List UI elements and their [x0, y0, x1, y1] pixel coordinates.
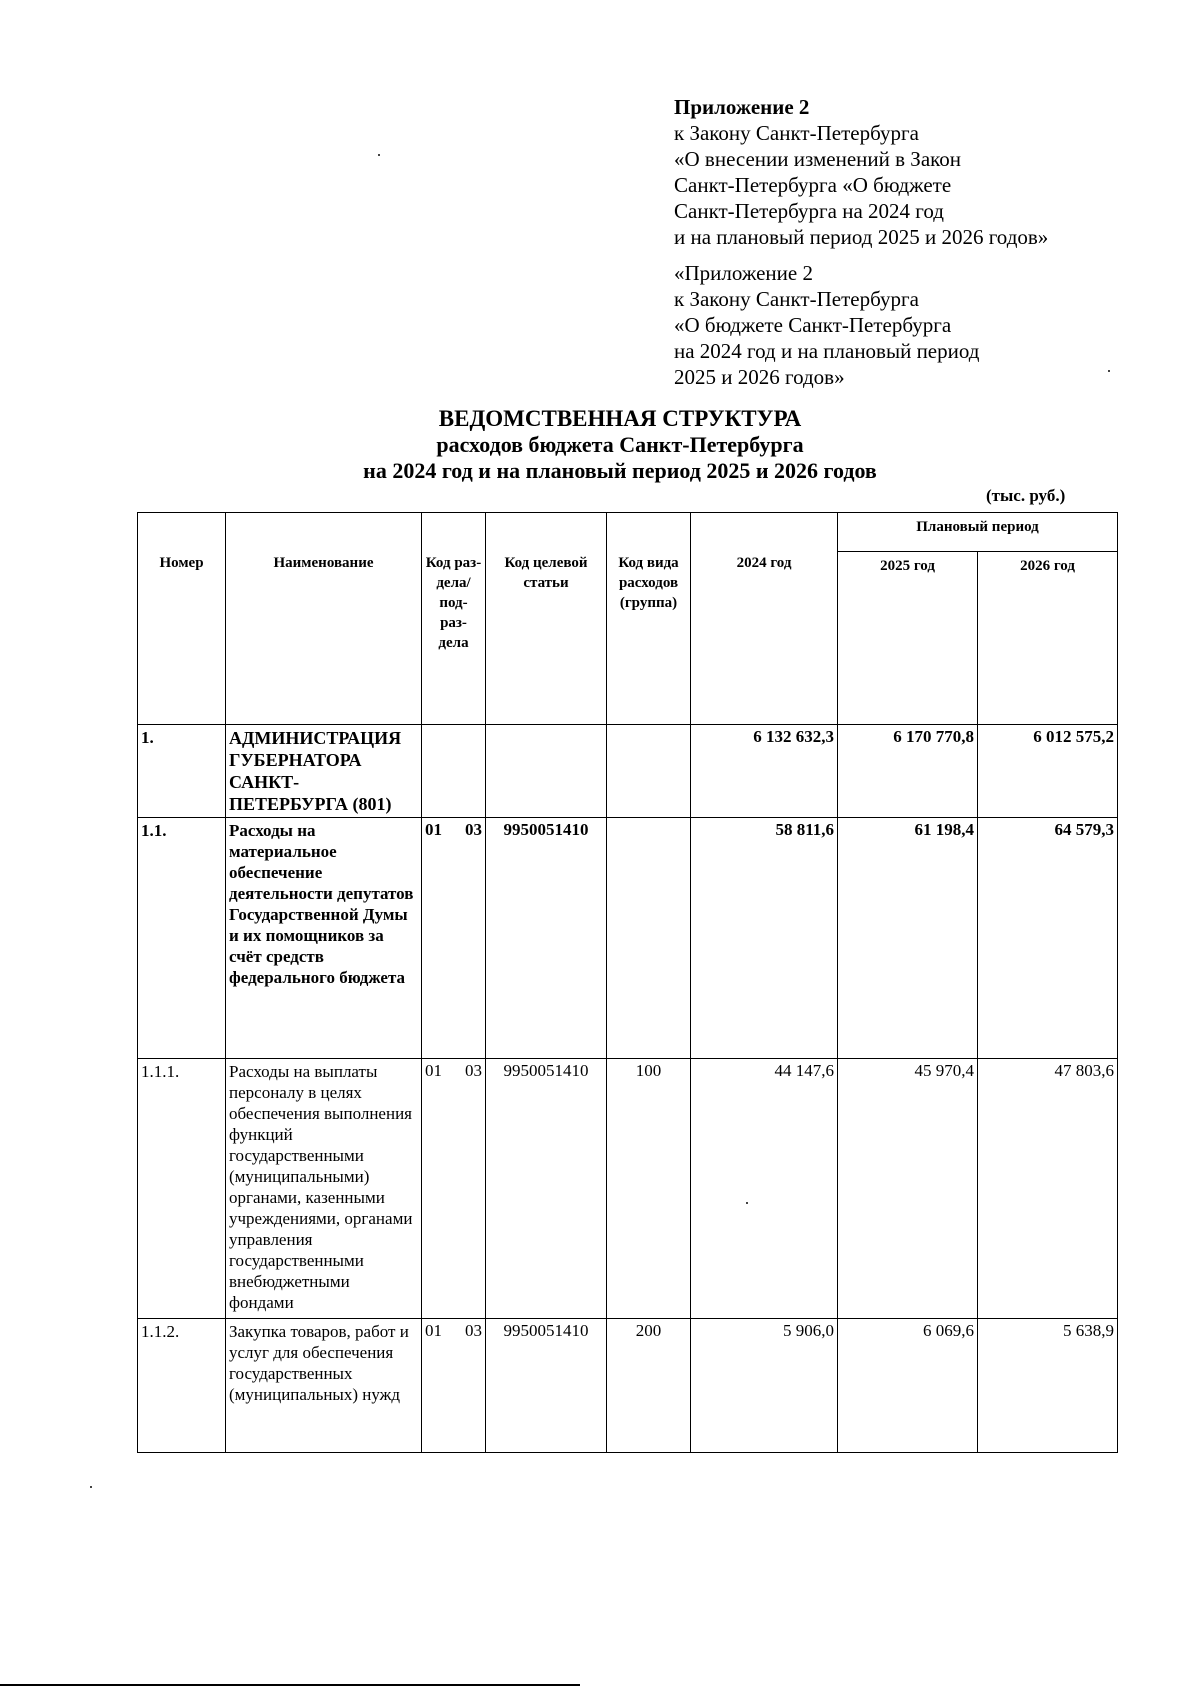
appendix-line: «О внесении изменений в Закон	[674, 147, 962, 171]
row-target: 9950051410	[486, 1319, 607, 1453]
header-2025: 2025 год	[838, 552, 978, 725]
row-section	[422, 725, 486, 818]
row-2025: 45 970,4	[838, 1059, 978, 1319]
row-number: 1.1.	[138, 818, 226, 1059]
document-title	[0, 406, 1200, 484]
appendix-original-block	[674, 260, 1134, 390]
appendix-line: «Приложение 2	[674, 261, 813, 285]
row-2024: 58 811,6	[691, 818, 838, 1059]
row-2024: 6 132 632,3	[691, 725, 838, 818]
row-subsection: 03	[465, 1321, 482, 1340]
row-name: Расходы на материальное обеспечение деятельности депутатов Государственной Думы и их помощников за счёт средств федерального бюджета	[226, 818, 422, 1059]
row-section: 01	[425, 820, 442, 839]
row-2026: 47 803,6	[978, 1059, 1118, 1319]
row-2026: 64 579,3	[978, 818, 1118, 1059]
table-header-row	[138, 513, 1118, 552]
row-number: 1.1.1.	[138, 1059, 226, 1319]
appendix-line: и на плановый период 2025 и 2026 годов»	[674, 225, 1049, 249]
header-expense-type: Код вида расходов (группа)	[607, 513, 691, 725]
row-name: Закупка товаров, работ и услуг для обеспечения государственных (муниципальных) нужд	[226, 1319, 422, 1453]
row-target	[486, 725, 607, 818]
appendix-line: на 2024 год и на плановый период	[674, 339, 980, 363]
row-section-code	[422, 1059, 486, 1319]
document-subtitle-line: на 2024 год и на плановый период 2025 и 2026 годов	[363, 458, 877, 483]
table-row	[138, 818, 1118, 1059]
row-expense-type: 200	[607, 1319, 691, 1453]
header-name: Наименование	[226, 513, 422, 725]
row-target: 9950051410	[486, 818, 607, 1059]
appendix-line: Санкт-Петербурга на 2024 год	[674, 199, 944, 223]
row-2026: 5 638,9	[978, 1319, 1118, 1453]
row-2026: 6 012 575,2	[978, 725, 1118, 818]
row-subsection: 03	[465, 820, 482, 839]
row-2024: 5 906,0	[691, 1319, 838, 1453]
row-section-code	[422, 1319, 486, 1453]
scan-edge-line	[0, 1684, 580, 1686]
budget-table	[137, 512, 1118, 1453]
row-section: 01	[425, 1321, 442, 1340]
table-row	[138, 1059, 1118, 1319]
scan-speck	[90, 1486, 92, 1488]
document-subtitle-line: расходов бюджета Санкт-Петербурга	[436, 432, 804, 457]
header-planned-period: Плановый период	[838, 513, 1118, 552]
scan-speck	[1108, 370, 1110, 372]
appendix-line: к Закону Санкт-Петербурга	[674, 287, 919, 311]
row-name: АДМИНИСТРАЦИЯ ГУБЕРНАТОРА САНКТ-ПЕТЕРБУРГА (801)	[226, 725, 422, 818]
row-2024: 44 147,6	[691, 1059, 838, 1319]
appendix-title: Приложение 2	[674, 95, 810, 119]
table-row	[138, 1319, 1118, 1453]
appendix-line: «О бюджете Санкт-Петербурга	[674, 313, 952, 337]
header-2026: 2026 год	[978, 552, 1118, 725]
header-number: Номер	[138, 513, 226, 725]
appendix-line: к Закону Санкт-Петербурга	[674, 121, 919, 145]
appendix-current-block	[674, 94, 1134, 250]
table-row	[138, 725, 1118, 818]
document-title-line: ВЕДОМСТВЕННАЯ СТРУКТУРА	[438, 406, 802, 431]
row-name: Расходы на выплаты персоналу в целях обеспечения выполнения функций государственными (муниципальными) органами, казенными учреждениями, органами управления государственными внебюджетными фондами	[226, 1059, 422, 1319]
appendix-line: 2025 и 2026 годов»	[674, 365, 845, 389]
row-target: 9950051410	[486, 1059, 607, 1319]
row-expense-type: 100	[607, 1059, 691, 1319]
scan-speck	[378, 154, 380, 156]
row-2025: 6 069,6	[838, 1319, 978, 1453]
row-section-code	[422, 818, 486, 1059]
units-label: (тыс. руб.)	[986, 486, 1066, 505]
row-2025: 61 198,4	[838, 818, 978, 1059]
header-target-code: Код целевой статьи	[486, 513, 607, 725]
appendix-line: Санкт-Петербурга «О бюджете	[674, 173, 952, 197]
row-subsection: 03	[465, 1061, 482, 1080]
row-expense-type	[607, 725, 691, 818]
row-expense-type	[607, 818, 691, 1059]
row-number: 1.1.2.	[138, 1319, 226, 1453]
header-2024: 2024 год	[691, 513, 838, 725]
row-number: 1.	[138, 725, 226, 818]
header-section-code: Код раз- дела/ под- раз- дела	[422, 513, 486, 725]
row-2025: 6 170 770,8	[838, 725, 978, 818]
scan-speck	[746, 1202, 748, 1204]
row-section: 01	[425, 1061, 442, 1080]
